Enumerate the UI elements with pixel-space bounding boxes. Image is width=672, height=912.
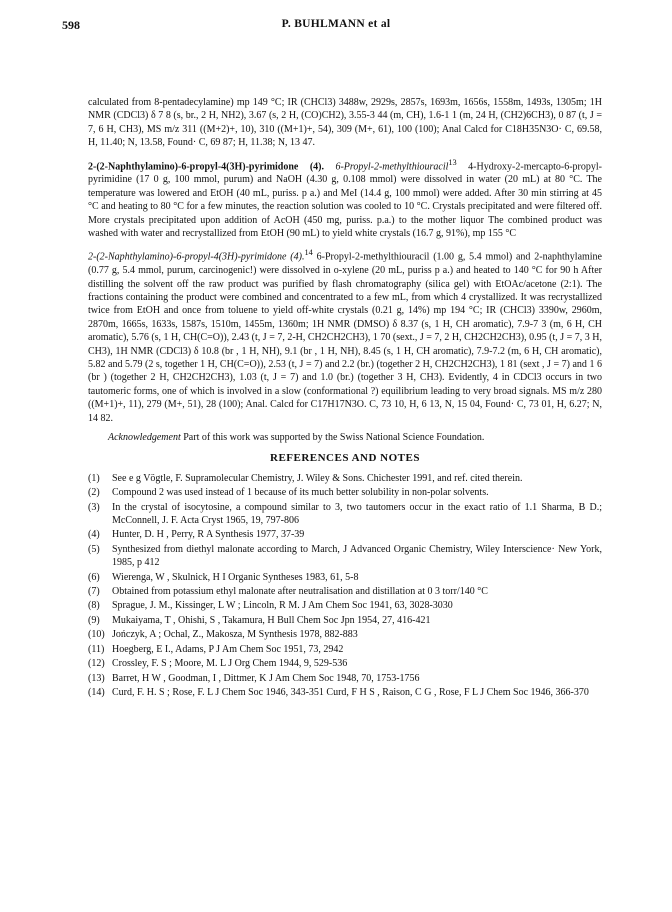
running-head: P. BUHLMANN et al — [281, 18, 391, 30]
reference-number: (12) — [88, 658, 105, 670]
compound-heading: 2-(2-Naphthylamino)-6-propyl-4(3H)-pyrimidone (4). — [88, 160, 324, 172]
article-body — [88, 96, 602, 700]
page-header — [0, 18, 672, 38]
reference-text: Compound 2 was used instead of 1 because of its much better solubility in non-polar solvents. — [112, 487, 489, 499]
reference-number: (4) — [88, 529, 100, 541]
reference-number: (6) — [88, 571, 100, 583]
reference-text: Synthesized from diethyl malonate according to March, J Advanced Organic Chemistry, Wiley Interscience· New York, 1985, p 412 — [112, 543, 602, 569]
reference-number: (1) — [88, 472, 100, 484]
paragraph-text: 4-Hydroxy-2-mercapto-6-propyl-pyrimidine (17 0 g, 100 mmol, purum) and NaOH (4.30 g, 0.108 mmol) were dissolved in water (20 mL) at 80 °C. The temperature was lowered and EtOH (40 mL, puriss. p a.) and MeI (14.4 g, 100 mmol) were added. After 30 min stirring at 45 °C and heating to 80 °C for a few minutes, the reaction solution was cooled to 10 °C. Crystals precipitated and were filtered off. More crystals precipitated upon addition of AcOH (450 mg, puriss. p.a.) to the mother liquor The combined product was washed with water and recrystallized from EtOH (90 mL) to yield white crystals (16.7 g, 91%), mp 155 °C — [88, 160, 602, 239]
reference-text: Mukaiyama, T , Ohishi, S , Takamura, H Bull Chem Soc Jpn 1954, 27, 416-421 — [112, 614, 431, 626]
paragraph-methylthiouracil-synthesis — [88, 156, 602, 241]
reference-number: (14) — [88, 686, 105, 698]
reference-number: (3) — [88, 501, 100, 513]
reference-number: (7) — [88, 586, 100, 598]
reference-text: Crossley, F. S ; Moore, M. L J Org Chem 1944, 9, 529-536 — [112, 658, 348, 670]
citation-superscript: 14 — [304, 248, 313, 258]
reference-text: Hunter, D. H , Perry, R A Synthesis 1977, 37-39 — [112, 529, 305, 541]
reference-item — [88, 472, 602, 485]
page-number: 598 — [62, 18, 80, 32]
subheading: 6-Propyl-2-methylthiouracil — [335, 160, 449, 172]
reference-text: In the crystal of isocytosine, a compound similar to 3, two tautomers occur in the exact ratio of 1.1 Sharma, B D.; McConnell, J. F. Acta Cryst 1965, 19, 797-806 — [112, 501, 602, 527]
reference-text: Obtained from potassium ethyl malonate after neutralisation and distillation at 0 3 torr/140 °C — [112, 586, 488, 598]
reference-item — [88, 571, 602, 584]
compound-heading: 2-(2-Naphthylamino)-6-propyl-4(3H)-pyrimidone (4). — [88, 251, 305, 263]
reference-item — [88, 657, 602, 670]
reference-item — [88, 628, 602, 641]
acknowledgement-label: Acknowledgement — [108, 432, 181, 443]
reference-item — [88, 614, 602, 627]
reference-number: (5) — [88, 543, 100, 555]
reference-item — [88, 599, 602, 612]
reference-item — [88, 486, 602, 499]
reference-text: Hoegberg, E I., Adams, P J Am Chem Soc 1951, 73, 2942 — [112, 643, 344, 655]
paragraph-pyrimidone-synthesis — [88, 246, 602, 425]
reference-item — [88, 643, 602, 656]
reference-text: Sprague, J. M., Kissinger, L W ; Lincoln, R M. J Am Chem Soc 1941, 63, 3028-3030 — [112, 600, 453, 612]
reference-number: (2) — [88, 487, 100, 499]
reference-text: Jończyk, A ; Ochal, Z., Makosza, M Synthesis 1978, 882-883 — [112, 629, 358, 641]
acknowledgement-text: Part of this work was supported by the Swiss National Science Foundation. — [180, 432, 485, 443]
reference-item — [88, 543, 602, 570]
reference-list — [88, 472, 602, 700]
acknowledgement — [88, 431, 602, 444]
reference-item — [88, 501, 602, 528]
reference-number: (11) — [88, 643, 105, 655]
reference-number: (10) — [88, 629, 105, 641]
paragraph-amide-characterization: calculated from 8-pentadecylamine) mp 149 °C; IR (CHCl3) 3488w, 2929s, 2857s, 1693m, 1656s, 1558m, 1493s, 1305m; 1H NMR (CDCl3) δ 7 8 (s, br., 2 H, NH2), 3.67 (s, 2 H, (CO)CH2), 3.55-3 44 (m, CH), 1.6-1 1 (m, 24 H, (CH2)6CH3), 0 87 (t, J = 7, 6 H, CH3), MS m/z 311 ((M+2)+, 10), 310 ((M+1)+, 54), 309 (M+, 61), 100 (100); Anal Calcd for C18H35N3O· C, 69.58, H, 11.40; N, 13.58, Found· C, 69 87; H, 11.38; N, 13 47. — [88, 97, 602, 149]
reference-text: Barret, H W , Goodman, I , Dittmer, K J Am Chem Soc 1948, 70, 1753-1756 — [112, 672, 420, 684]
reference-number: (8) — [88, 600, 100, 612]
reference-item — [88, 528, 602, 541]
reference-text: Wierenga, W , Skulnick, H I Organic Syntheses 1983, 61, 5-8 — [112, 571, 359, 583]
reference-item — [88, 585, 602, 598]
references-heading: REFERENCES AND NOTES — [270, 452, 420, 465]
paragraph-text: 6-Propyl-2-methylthiouracil (1.00 g, 5.4 mmol) and 2-naphthylamine (0.77 g, 5.4 mmol, purum, carcinogenic!) were dissolved in o-xylene (20 mL, puriss p a.) and heated to 140 °C for 90 h After distilling the solvent off the raw product was purified by flash chromatography (silica gel) with EtOAc/acetone (2:1). The fractions containing the product were combined and concentrated to a few mL, from which 4 crystallized. It was recrystallized twice from EtOH and once from toluene to yield off-white crystals (0.21 g, 14%) mp 194 °C; IR (CHCl3) 3390w, 2960m, 2870m, 1665s, 1633s, 1587s, 1510m, 1455m, 1360m; 1H NMR (DMSO) δ 8.37 (s, 1 H, CH aromatic), 7.9-7 3 (m, 6 H, CH aromatic), 5.76 (s, 1 H, CH(C=O)), 2.43 (t, J = 7, 2-H, CH2CH2CH3), 1 70 (sext., J = 7, 2 H, CH2CH2CH3), 0.95 (t, J = 7, 3 H, CH3), 1H NMR (CDCl3) δ 10.8 (br , 1 H, NH), 9.1 (br , 1 H, NH), 8.45 (s, 1 H, CH aromatic), 7.9-7.2 (m, 6 H, CH aromatic), 5.82 and 5.79 (2 s, together 1 H, CH(C=O)), 2.53 (t, J = 7) and 2.2 (br.) (together 2 H, CH2CH2CH3), 1 81 (sext , J = 7) and 1 6 (br ) (together 2 H, CH2CH2CH3), 1.03 (t, J = 7) and 1.0 (br.) (together 3 H, CH3). Evidently, 4 in CDCl3 occurs in two tautomeric forms, one of which is involved in a slow (conformational ?) equilibrium leading to very broad signals. MS m/z 280 ((M+1)+, 11), 279 (M+, 51), 28 (100); Anal. Calcd for C17H17N3O. C, 73 10, H, 6 13, N, 15 04, Found· C, 73 01, H, 6.27; N, 14 82. — [88, 251, 602, 424]
reference-text: See e g Vögtle, F. Supramolecular Chemistry, J. Wiley & Sons. Chichester 1991, and ref. cited therein. — [112, 472, 523, 484]
reference-number: (9) — [88, 614, 100, 626]
citation-superscript: 13 — [448, 157, 457, 167]
reference-item — [88, 686, 602, 699]
reference-number: (13) — [88, 672, 105, 684]
reference-item — [88, 672, 602, 685]
reference-text: Curd, F. H. S ; Rose, F. L J Chem Soc 1946, 343-351 Curd, F H S , Raison, C G , Rose, F L J Chem Soc 1946, 366-370 — [112, 686, 589, 698]
